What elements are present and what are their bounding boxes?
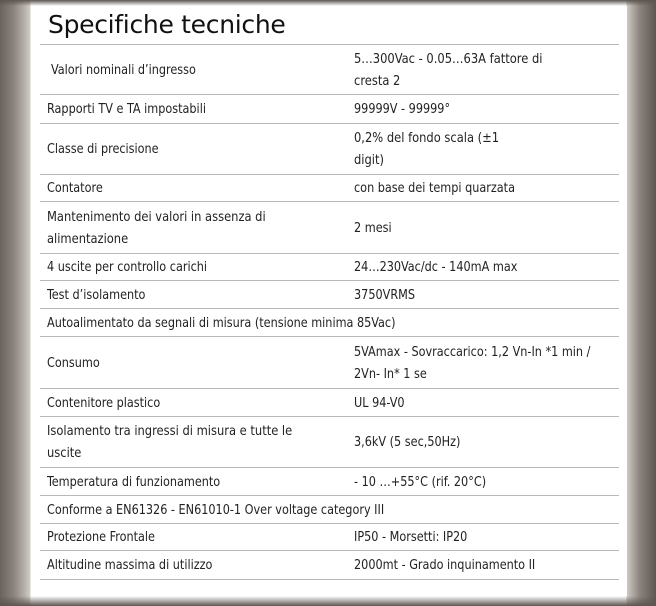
spec-value: 2000mt - Grado inquinamento II <box>354 557 536 573</box>
table-row <box>40 524 619 551</box>
spec-value: 3750VRMS <box>354 286 415 303</box>
spec-value: - 10 …+55°C (rif. 20°C) <box>354 473 487 490</box>
table-row <box>40 254 619 281</box>
spec-value: 0,2% del fondo scala (±1 digit) <box>354 130 500 168</box>
spec-label: 4 uscite per controllo carichi <box>47 259 208 275</box>
table-row <box>40 468 619 496</box>
spec-value: 24…230Vac/dc - 140mA max <box>354 259 518 275</box>
page-title: Specifiche tecniche <box>48 10 286 39</box>
spec-label: Rapporti TV e TA impostabili <box>47 101 206 117</box>
spec-value: UL 94-V0 <box>354 394 405 411</box>
spec-value: 3,6kV (5 sec,50Hz) <box>354 434 461 450</box>
spec-label: Classe di precisione <box>47 141 159 157</box>
spec-label: Altitudine massima di utilizzo <box>47 557 213 573</box>
spec-label: Isolamento tra ingressi di misura e tutte le uscite <box>47 423 293 461</box>
spec-value: 5VAmax - Sovraccarico: 1,2 Vn-In *1 min / 2Vn- In* 1 se <box>354 343 591 382</box>
table-row <box>40 389 619 417</box>
table-row <box>40 337 619 389</box>
spec-label: Valori nominali d’ingresso <box>51 61 196 78</box>
spec-value: IP50 - Morsetti: IP20 <box>354 529 468 545</box>
spec-value: 2 mesi <box>354 219 392 236</box>
specs-table <box>40 44 619 580</box>
table-row <box>40 45 619 95</box>
table-row <box>40 95 619 124</box>
table-row <box>40 309 619 337</box>
spec-label: Contatore <box>47 180 103 196</box>
spec-label: Protezione Frontale <box>47 529 155 545</box>
spec-label: Mantenimento dei valori in assenza di alimentazione <box>47 208 266 247</box>
spec-value: con base dei tempi quarzata <box>354 180 515 196</box>
table-row <box>40 175 619 202</box>
table-row <box>40 551 619 580</box>
spec-label: Consumo <box>47 354 100 371</box>
table-row <box>40 281 619 309</box>
spec-label: Temperatura di funzionamento <box>47 473 221 490</box>
spec-value: 99999V - 99999° <box>354 101 451 117</box>
table-row <box>40 417 619 468</box>
table-row <box>40 124 619 175</box>
spec-full-row: Conforme a EN61326 - EN61010-1 Over voltage category III <box>47 501 385 518</box>
spec-label: Test d’isolamento <box>47 286 146 303</box>
table-row <box>40 202 619 254</box>
spec-label: Contenitore plastico <box>47 394 161 411</box>
table-row <box>40 496 619 524</box>
spec-value: 5…300Vac - 0.05…63A fattore di cresta 2 <box>354 50 543 89</box>
spec-full-row: Autoalimentato da segnali di misura (tensione minima 85Vac) <box>47 314 396 331</box>
photo-edge-bottom <box>0 596 656 606</box>
